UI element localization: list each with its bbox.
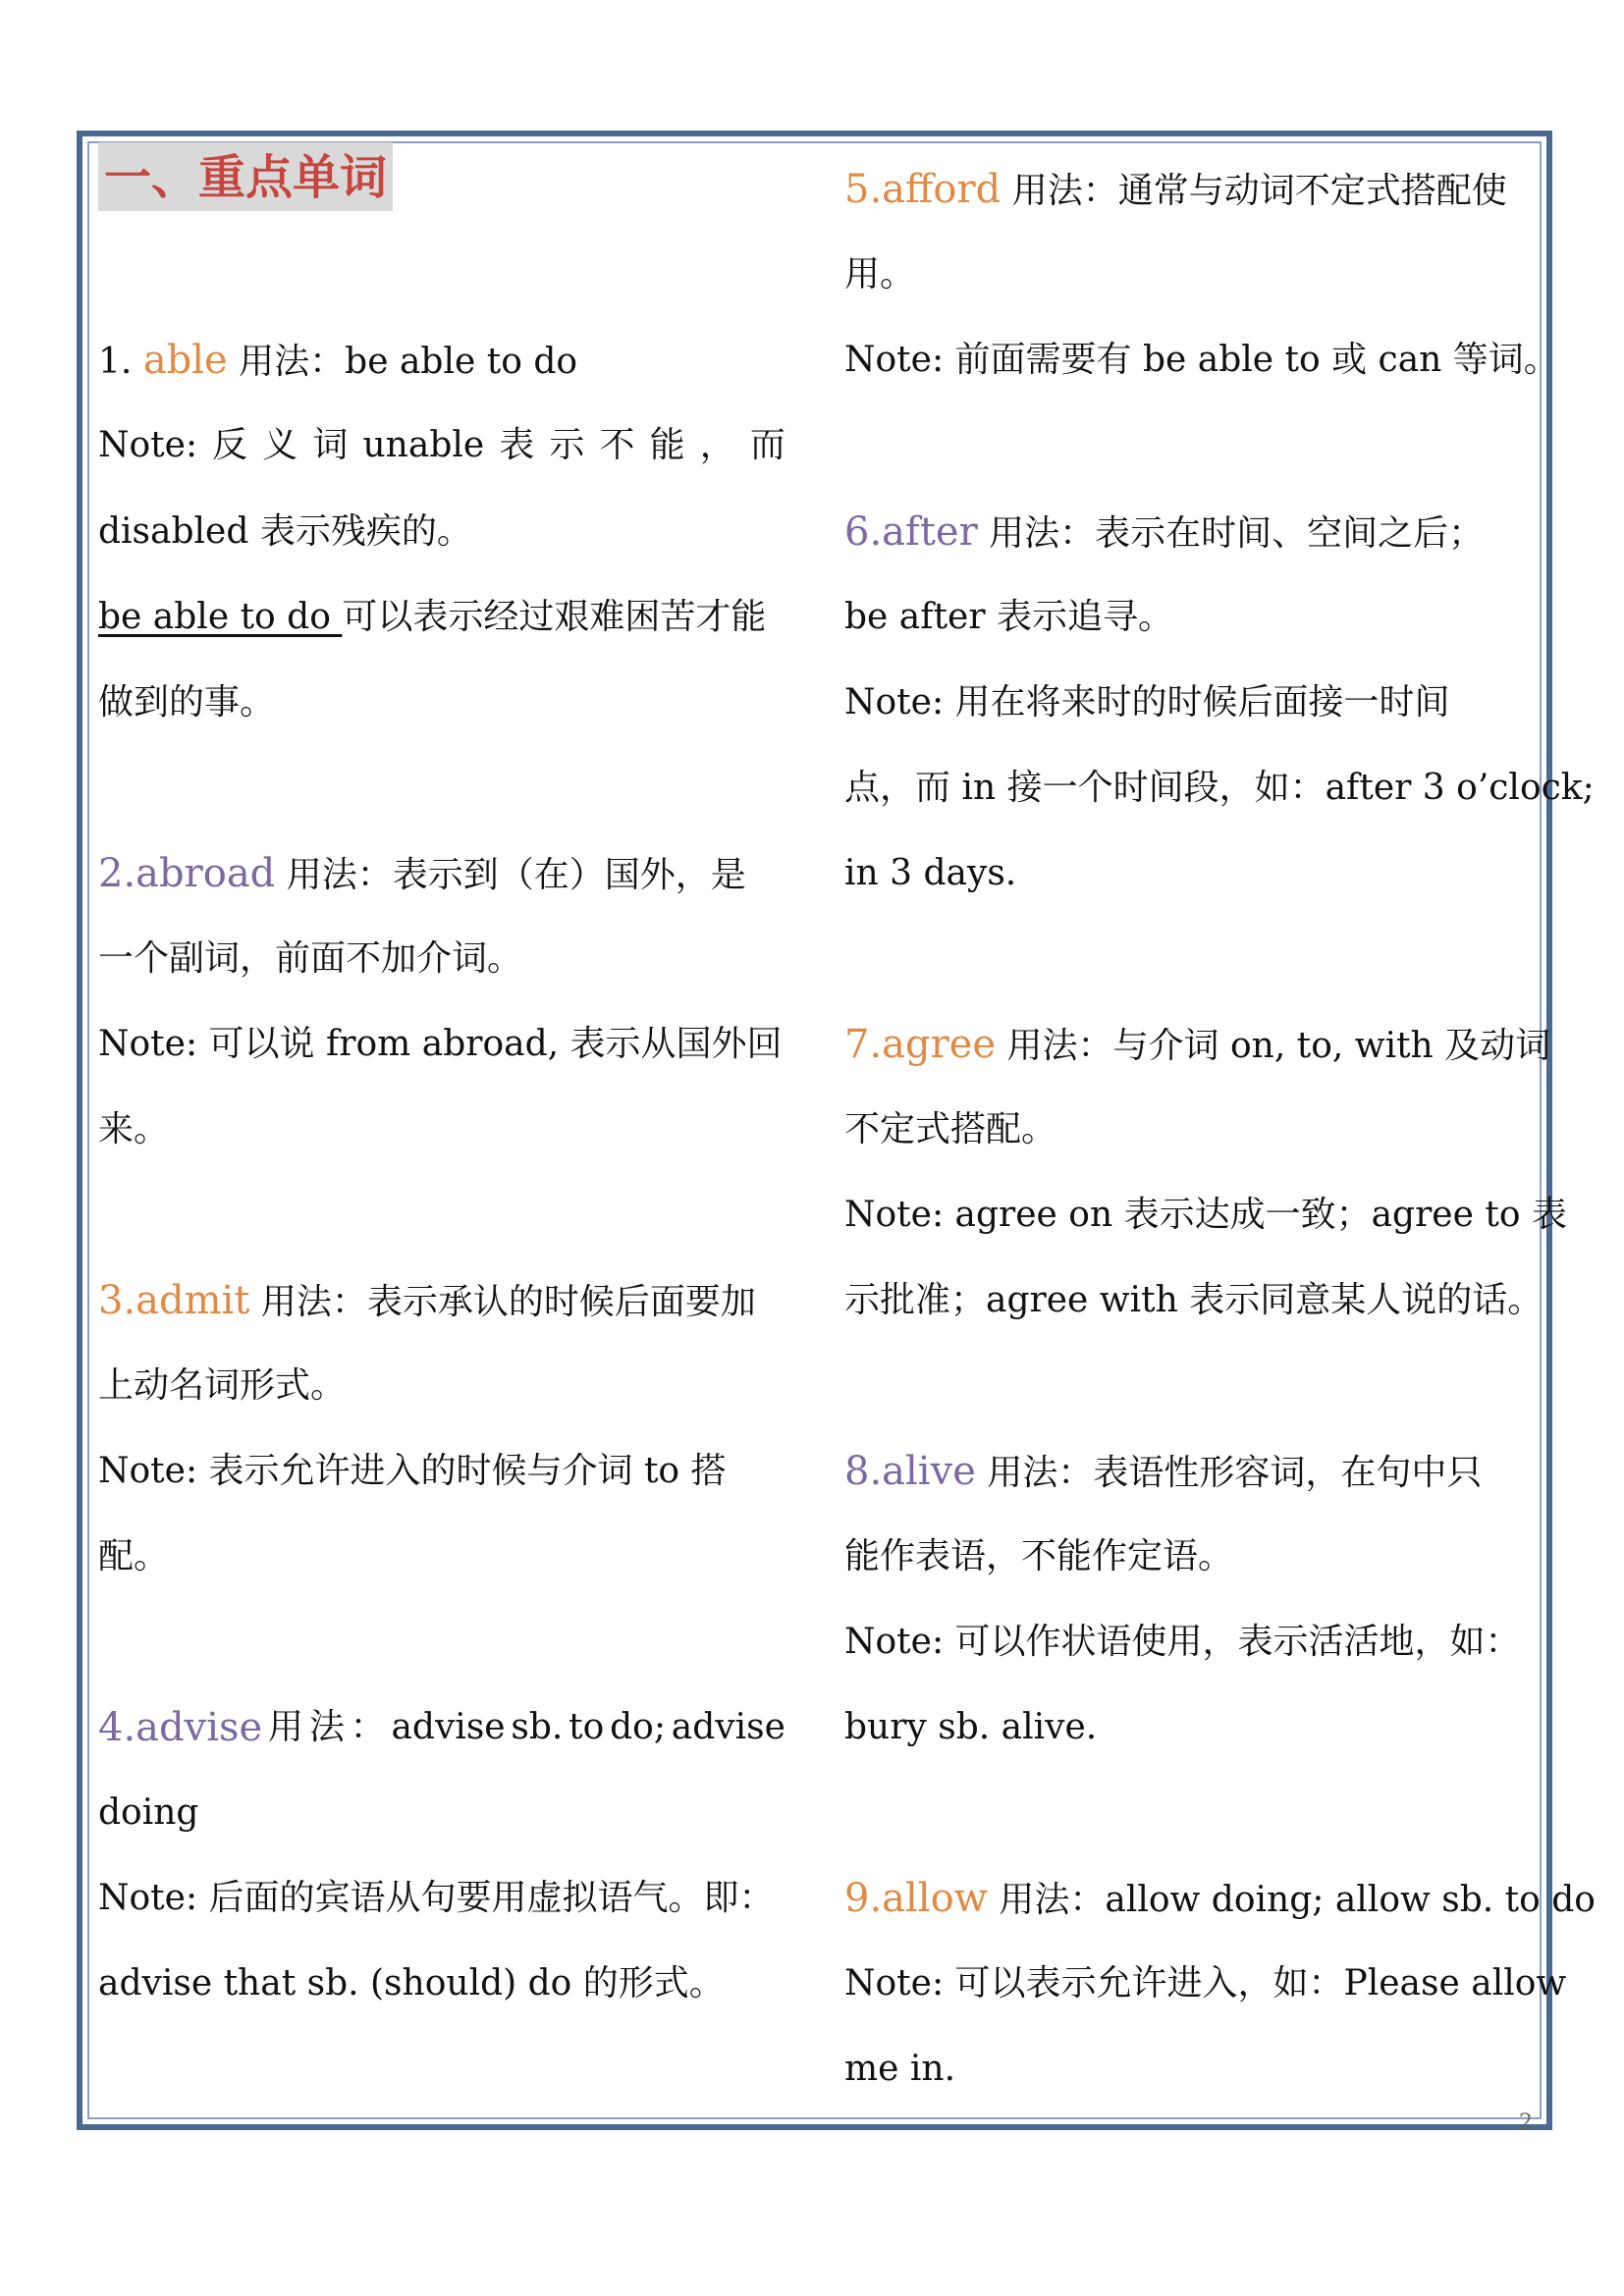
entry-allow-word: 9.allow (844, 1876, 988, 1921)
entry-agree-note-line2: 示批准；agree with 表示同意某人说的话。 (844, 1280, 1543, 1320)
entry-after-word: 6.after (844, 509, 978, 555)
entry-advise-usage-token: do; (610, 1707, 666, 1747)
left.able.note_tokens-token: Note: (98, 425, 198, 465)
entry-abroad-note-line2: 来。 (98, 1109, 170, 1149)
entry-afford-usage (844, 164, 1507, 217)
entry-afford-usage-line2: 用。 (844, 254, 916, 294)
entry-advise-note-line2: advise that sb. (should) do 的形式。 (98, 1963, 725, 2003)
entry-advise-word: 4.advise (98, 1705, 263, 1750)
entry-admit-note-line1: Note: 表示允许进入的时候与介词 to 搭 (98, 1451, 727, 1491)
entry-allow-note-line1: Note: 可以表示允许进入，如：Please allow (844, 1963, 1567, 2003)
entry-agree-usage-text: 用法：与介词 on, to, with 及动词 (996, 1026, 1551, 1066)
left.able.note_tokens-token: 示 (549, 425, 585, 465)
entry-able-usage (98, 335, 577, 388)
entry-alive-usage-line2: 能作表语，不能作定语。 (844, 1536, 1234, 1576)
entry-afford-usage-text: 用法：通常与动词不定式搭配使 (1001, 171, 1507, 211)
entry-advise-usage-token: advise (391, 1707, 506, 1747)
left.able.note_tokens-token: unable (362, 425, 485, 465)
entry-afford-word: 5.afford (844, 167, 1001, 212)
entry-advise-usage-token: to (568, 1707, 605, 1747)
entry-agree-usage-line2: 不定式搭配。 (844, 1109, 1057, 1149)
entry-able-example-line2: 做到的事。 (98, 682, 276, 722)
entry-able-number: 1. (98, 342, 133, 382)
left.able.note_tokens-token: 能 (649, 425, 685, 465)
section-title-text: 一、重点单词 (98, 142, 393, 211)
entry-admit-usage-text: 用法：表示承认的时候后面要加 (249, 1282, 756, 1322)
entry-alive-note-line1: Note: 可以作状语使用，表示活活地，如： (844, 1622, 1521, 1662)
entry-able-example-line1 (98, 592, 766, 643)
entry-after-note-line3: in 3 days. (844, 853, 1017, 893)
entry-agree-usage (844, 1019, 1550, 1072)
entry-alive-note-line2: bury sb. alive. (844, 1707, 1098, 1747)
entry-advise-usage-token: advise (671, 1707, 785, 1747)
entry-advise-usage (98, 1702, 785, 1753)
left.able.note_tokens-token: 不 (599, 425, 635, 465)
entry-able-example-underlined: be able to do (98, 597, 343, 637)
entry-able-example-rest: 可以表示经过艰难困苦才能 (342, 597, 767, 637)
entry-advise-note-line1: Note: 后面的宾语从句要用虚拟语气。即： (98, 1878, 775, 1918)
page-number: 2 (1519, 2110, 1533, 2135)
entry-admit-note-line2: 配。 (98, 1536, 170, 1576)
entry-after-usage (844, 507, 1484, 560)
entry-allow-usage-text: 用法：allow doing; allow sb. to do (987, 1880, 1596, 1920)
left.able.note_tokens-token: 表 (499, 425, 535, 465)
entry-advise-usage-token: sb. (511, 1707, 564, 1747)
entry-after-note-line1: Note: 用在将来时的时候后面接一时间 (844, 682, 1450, 722)
entry-abroad-usage-text: 用法：表示到（在）国外，是 (275, 855, 746, 895)
entry-after-note-line2: 点，而 in 接一个时间段，如：after 3 o’clock; (844, 768, 1595, 808)
entry-admit-usage (98, 1275, 756, 1328)
left.able.note_tokens-token: ， (699, 425, 735, 465)
entry-admit-word: 3.admit (98, 1278, 250, 1323)
entry-allow-note-line2: me in. (844, 2049, 956, 2089)
entry-advise-usage-token: 用 (268, 1707, 304, 1747)
entry-abroad-note-line1: Note: 可以说 from abroad, 表示从国外回 (98, 1024, 783, 1064)
entry-advise-usage-token: ： (350, 1707, 386, 1747)
entry-allow-usage (844, 1873, 1596, 1926)
entry-able-usage-text: 用法：be able to do (227, 342, 578, 382)
left.able.note_tokens-token: 反 (212, 425, 248, 465)
entry-advise-usage-line2: doing (98, 1792, 199, 1833)
entry-abroad-word: 2.abroad (98, 851, 276, 896)
entry-admit-usage-line2: 上动名词形式。 (98, 1365, 347, 1406)
entry-alive-usage-text: 用法：表语性形容词，在句中只 (975, 1453, 1483, 1493)
entry-abroad-usage-line2: 一个副词，前面不加介词。 (98, 938, 523, 979)
entry-agree-note-line1: Note: agree on 表示达成一致；agree to 表 (844, 1195, 1567, 1235)
left.able.note_tokens-token: 词 (312, 425, 349, 465)
entry-agree-word: 7.agree (844, 1022, 997, 1067)
left.able.note_tokens-token: 义 (262, 425, 298, 465)
entry-abroad-usage (98, 848, 746, 901)
entry-able-note-line2: disabled 表示残疾的。 (98, 511, 472, 552)
entry-able-word: able (142, 338, 228, 383)
entry-afford-note-line1: Note: 前面需要有 be able to 或 can 等词。 (844, 340, 1559, 380)
entry-alive-word: 8.alive (844, 1449, 976, 1494)
left.able.note_tokens-token: 而 (749, 425, 785, 465)
entry-after-usage-line2: be after 表示追寻。 (844, 597, 1174, 637)
entry-after-usage-text: 用法：表示在时间、空间之后； (977, 513, 1485, 554)
entry-able-note-line1 (98, 420, 785, 471)
section-title (98, 149, 393, 208)
entry-advise-usage-token: 法 (308, 1707, 345, 1747)
entry-alive-usage (844, 1446, 1482, 1499)
